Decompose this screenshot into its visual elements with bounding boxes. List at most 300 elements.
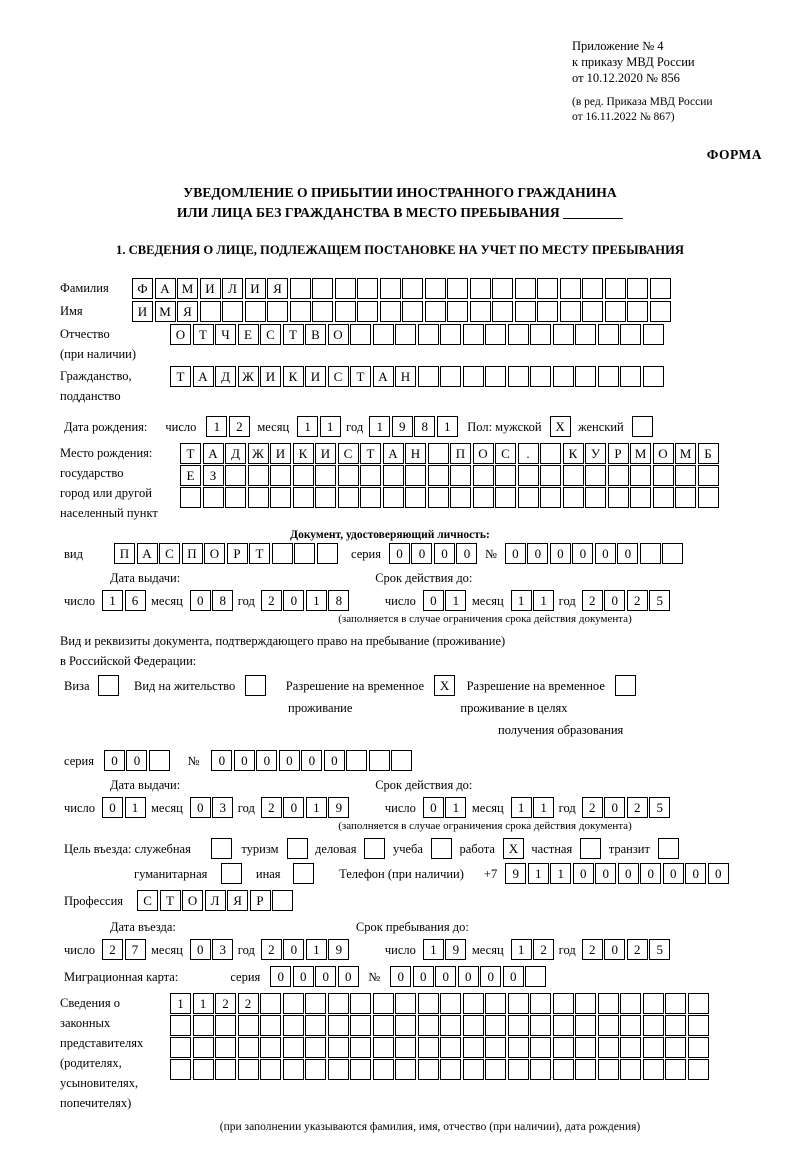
field-birth-year[interactable] <box>369 416 459 437</box>
char-cell[interactable]: Я <box>227 890 248 911</box>
char-cell[interactable] <box>317 543 338 564</box>
char-cell[interactable]: 0 <box>390 966 411 987</box>
char-cell[interactable]: Я <box>267 278 288 299</box>
char-cell[interactable] <box>260 1015 281 1036</box>
char-cell[interactable] <box>248 487 269 508</box>
char-cell[interactable]: Т <box>249 543 270 564</box>
char-cell[interactable]: 1 <box>320 416 341 437</box>
field-entry-day[interactable] <box>102 939 147 960</box>
char-cell[interactable] <box>440 324 461 345</box>
char-cell[interactable] <box>383 465 404 486</box>
char-cell[interactable] <box>643 324 664 345</box>
char-cell[interactable]: Ж <box>238 366 259 387</box>
char-cell[interactable]: М <box>155 301 176 322</box>
char-cell[interactable]: 0 <box>527 543 548 564</box>
checkbox-sex-female[interactable] <box>632 416 655 437</box>
char-cell[interactable] <box>272 543 293 564</box>
char-cell[interactable]: Т <box>360 443 381 464</box>
char-cell[interactable]: М <box>177 278 198 299</box>
field-legal-rep-row-1[interactable] <box>170 993 710 1014</box>
char-cell[interactable] <box>540 487 561 508</box>
char-cell[interactable] <box>508 1037 529 1058</box>
char-cell[interactable]: 0 <box>618 863 639 884</box>
char-cell[interactable]: О <box>204 543 225 564</box>
char-cell[interactable] <box>260 1037 281 1058</box>
char-cell[interactable]: 0 <box>640 863 661 884</box>
field-doc-issue-month[interactable] <box>190 590 235 611</box>
field-permit-issue-month[interactable] <box>190 797 235 818</box>
field-citizenship[interactable] <box>170 366 665 387</box>
char-cell[interactable] <box>560 278 581 299</box>
char-cell[interactable] <box>653 487 674 508</box>
char-cell[interactable] <box>395 324 416 345</box>
char-cell[interactable] <box>170 1059 191 1080</box>
char-cell[interactable]: Е <box>238 324 259 345</box>
char-cell[interactable] <box>495 465 516 486</box>
char-cell[interactable] <box>598 366 619 387</box>
char-cell[interactable]: Е <box>180 465 201 486</box>
char-cell[interactable]: 0 <box>104 750 125 771</box>
char-cell[interactable] <box>350 993 371 1014</box>
field-permit-number[interactable] <box>211 750 414 771</box>
char-cell[interactable] <box>643 1059 664 1080</box>
char-cell[interactable]: 1 <box>511 939 532 960</box>
char-cell[interactable] <box>698 465 719 486</box>
char-cell[interactable]: 3 <box>212 939 233 960</box>
char-cell[interactable] <box>312 278 333 299</box>
char-cell[interactable] <box>575 1015 596 1036</box>
checkbox-purpose-service[interactable] <box>211 838 234 859</box>
field-stay-year[interactable] <box>582 939 672 960</box>
char-cell[interactable]: 0 <box>190 939 211 960</box>
char-cell[interactable] <box>470 301 491 322</box>
char-cell[interactable] <box>391 750 412 771</box>
char-cell[interactable] <box>495 487 516 508</box>
char-cell[interactable] <box>450 465 471 486</box>
char-cell[interactable] <box>553 993 574 1014</box>
char-cell[interactable] <box>580 838 601 859</box>
char-cell[interactable] <box>364 838 385 859</box>
char-cell[interactable]: 0 <box>503 966 524 987</box>
char-cell[interactable]: А <box>137 543 158 564</box>
char-cell[interactable] <box>305 1015 326 1036</box>
char-cell[interactable]: 9 <box>392 416 413 437</box>
char-cell[interactable] <box>350 1015 371 1036</box>
char-cell[interactable]: 1 <box>306 590 327 611</box>
char-cell[interactable] <box>418 993 439 1014</box>
char-cell[interactable] <box>643 993 664 1014</box>
char-cell[interactable] <box>470 278 491 299</box>
char-cell[interactable] <box>463 1059 484 1080</box>
char-cell[interactable]: 0 <box>505 543 526 564</box>
char-cell[interactable] <box>215 1015 236 1036</box>
char-cell[interactable]: Т <box>160 890 181 911</box>
char-cell[interactable]: 0 <box>411 543 432 564</box>
char-cell[interactable] <box>485 993 506 1014</box>
char-cell[interactable] <box>463 993 484 1014</box>
char-cell[interactable]: Ч <box>215 324 236 345</box>
char-cell[interactable] <box>563 465 584 486</box>
field-doc-series[interactable] <box>389 543 479 564</box>
field-patronymic[interactable] <box>170 324 665 345</box>
char-cell[interactable]: С <box>137 890 158 911</box>
checkbox-purpose-business[interactable] <box>364 838 387 859</box>
char-cell[interactable] <box>425 278 446 299</box>
char-cell[interactable] <box>463 324 484 345</box>
char-cell[interactable] <box>267 301 288 322</box>
char-cell[interactable]: 1 <box>511 797 532 818</box>
char-cell[interactable] <box>688 1037 709 1058</box>
char-cell[interactable] <box>560 301 581 322</box>
char-cell[interactable]: 0 <box>550 543 571 564</box>
char-cell[interactable]: 0 <box>604 797 625 818</box>
char-cell[interactable]: 0 <box>283 590 304 611</box>
char-cell[interactable] <box>440 993 461 1014</box>
char-cell[interactable] <box>395 1037 416 1058</box>
char-cell[interactable] <box>553 1037 574 1058</box>
field-doc-issue-day[interactable] <box>102 590 147 611</box>
char-cell[interactable]: 6 <box>125 590 146 611</box>
char-cell[interactable]: 1 <box>306 939 327 960</box>
field-doc-type[interactable] <box>114 543 339 564</box>
char-cell[interactable] <box>418 324 439 345</box>
field-permit-valid-day[interactable] <box>423 797 468 818</box>
char-cell[interactable] <box>357 301 378 322</box>
field-permit-issue-day[interactable] <box>102 797 147 818</box>
checkbox-purpose-study[interactable] <box>431 838 454 859</box>
char-cell[interactable]: М <box>630 443 651 464</box>
char-cell[interactable] <box>350 324 371 345</box>
char-cell[interactable] <box>508 1059 529 1080</box>
char-cell[interactable] <box>627 278 648 299</box>
char-cell[interactable] <box>260 1059 281 1080</box>
char-cell[interactable] <box>238 1037 259 1058</box>
field-permit-issue-year[interactable] <box>261 797 351 818</box>
char-cell[interactable]: 1 <box>528 863 549 884</box>
checkbox-purpose-private[interactable] <box>580 838 603 859</box>
char-cell[interactable] <box>270 487 291 508</box>
char-cell[interactable] <box>515 301 536 322</box>
char-cell[interactable]: 1 <box>533 797 554 818</box>
char-cell[interactable] <box>215 1037 236 1058</box>
char-cell[interactable] <box>200 301 221 322</box>
char-cell[interactable] <box>402 278 423 299</box>
char-cell[interactable] <box>688 1059 709 1080</box>
char-cell[interactable]: 2 <box>627 797 648 818</box>
char-cell[interactable] <box>620 1015 641 1036</box>
char-cell[interactable]: И <box>260 366 281 387</box>
char-cell[interactable] <box>485 1015 506 1036</box>
char-cell[interactable]: 2 <box>627 590 648 611</box>
char-cell[interactable]: А <box>373 366 394 387</box>
char-cell[interactable] <box>293 487 314 508</box>
char-cell[interactable] <box>563 487 584 508</box>
char-cell[interactable]: 0 <box>283 939 304 960</box>
char-cell[interactable] <box>463 366 484 387</box>
checkbox-residence-permit[interactable] <box>245 675 268 696</box>
checkbox-sex-male[interactable] <box>550 416 573 437</box>
char-cell[interactable] <box>698 487 719 508</box>
char-cell[interactable]: 1 <box>437 416 458 437</box>
char-cell[interactable]: 2 <box>582 797 603 818</box>
char-cell[interactable]: 2 <box>261 797 282 818</box>
char-cell[interactable] <box>553 366 574 387</box>
char-cell[interactable]: 0 <box>324 750 345 771</box>
char-cell[interactable] <box>305 1059 326 1080</box>
char-cell[interactable] <box>360 465 381 486</box>
char-cell[interactable] <box>515 278 536 299</box>
checkbox-purpose-work[interactable] <box>503 838 526 859</box>
char-cell[interactable]: 0 <box>413 966 434 987</box>
char-cell[interactable] <box>553 1015 574 1036</box>
char-cell[interactable]: С <box>495 443 516 464</box>
char-cell[interactable] <box>373 1037 394 1058</box>
field-permit-series[interactable] <box>104 750 172 771</box>
char-cell[interactable]: 0 <box>423 797 444 818</box>
char-cell[interactable]: 0 <box>270 966 291 987</box>
char-cell[interactable]: О <box>182 890 203 911</box>
char-cell[interactable]: Р <box>250 890 271 911</box>
char-cell[interactable] <box>688 993 709 1014</box>
char-cell[interactable]: 1 <box>511 590 532 611</box>
char-cell[interactable] <box>248 465 269 486</box>
char-cell[interactable] <box>238 1059 259 1080</box>
char-cell[interactable]: 0 <box>190 797 211 818</box>
char-cell[interactable]: Т <box>180 443 201 464</box>
char-cell[interactable] <box>650 278 671 299</box>
char-cell[interactable]: 9 <box>328 797 349 818</box>
field-stay-month[interactable] <box>511 939 556 960</box>
char-cell[interactable]: 8 <box>212 590 233 611</box>
char-cell[interactable]: 1 <box>125 797 146 818</box>
char-cell[interactable] <box>346 750 367 771</box>
char-cell[interactable] <box>630 465 651 486</box>
char-cell[interactable] <box>553 324 574 345</box>
char-cell[interactable]: Т <box>350 366 371 387</box>
field-doc-number[interactable] <box>505 543 685 564</box>
char-cell[interactable] <box>395 1059 416 1080</box>
char-cell[interactable] <box>608 487 629 508</box>
char-cell[interactable] <box>620 366 641 387</box>
char-cell[interactable] <box>582 301 603 322</box>
char-cell[interactable]: 1 <box>550 863 571 884</box>
char-cell[interactable] <box>225 465 246 486</box>
char-cell[interactable] <box>518 465 539 486</box>
field-doc-valid-month[interactable] <box>511 590 556 611</box>
char-cell[interactable] <box>598 1059 619 1080</box>
char-cell[interactable] <box>447 301 468 322</box>
char-cell[interactable]: 9 <box>445 939 466 960</box>
field-doc-valid-day[interactable] <box>423 590 468 611</box>
char-cell[interactable]: З <box>203 465 224 486</box>
char-cell[interactable] <box>658 838 679 859</box>
char-cell[interactable] <box>485 324 506 345</box>
char-cell[interactable] <box>463 1015 484 1036</box>
char-cell[interactable] <box>305 993 326 1014</box>
char-cell[interactable] <box>238 1015 259 1036</box>
char-cell[interactable] <box>338 487 359 508</box>
field-legal-rep-row-2[interactable] <box>170 1015 710 1036</box>
char-cell[interactable] <box>328 1037 349 1058</box>
char-cell[interactable] <box>605 301 626 322</box>
char-cell[interactable] <box>530 366 551 387</box>
char-cell[interactable]: 1 <box>170 993 191 1014</box>
char-cell[interactable] <box>221 863 242 884</box>
char-cell[interactable] <box>553 1059 574 1080</box>
field-doc-issue-year[interactable] <box>261 590 351 611</box>
char-cell[interactable] <box>530 324 551 345</box>
char-cell[interactable]: И <box>315 443 336 464</box>
char-cell[interactable] <box>665 1059 686 1080</box>
char-cell[interactable]: 2 <box>582 939 603 960</box>
char-cell[interactable] <box>650 301 671 322</box>
char-cell[interactable]: 0 <box>126 750 147 771</box>
char-cell[interactable] <box>283 1059 304 1080</box>
field-stay-day[interactable] <box>423 939 468 960</box>
char-cell[interactable]: 1 <box>297 416 318 437</box>
char-cell[interactable] <box>245 675 266 696</box>
field-profession[interactable] <box>137 890 295 911</box>
char-cell[interactable] <box>283 993 304 1014</box>
char-cell[interactable]: К <box>563 443 584 464</box>
char-cell[interactable] <box>328 1015 349 1036</box>
char-cell[interactable] <box>402 301 423 322</box>
char-cell[interactable]: 2 <box>582 590 603 611</box>
char-cell[interactable] <box>260 993 281 1014</box>
char-cell[interactable] <box>508 324 529 345</box>
char-cell[interactable]: Л <box>222 278 243 299</box>
char-cell[interactable] <box>675 487 696 508</box>
char-cell[interactable]: П <box>114 543 135 564</box>
char-cell[interactable] <box>405 465 426 486</box>
char-cell[interactable]: И <box>200 278 221 299</box>
char-cell[interactable]: 0 <box>211 750 232 771</box>
char-cell[interactable]: А <box>203 443 224 464</box>
char-cell[interactable] <box>193 1037 214 1058</box>
field-birthplace-locality[interactable] <box>180 487 720 508</box>
char-cell[interactable]: 2 <box>229 416 250 437</box>
char-cell[interactable] <box>537 278 558 299</box>
char-cell[interactable]: 0 <box>573 863 594 884</box>
char-cell[interactable] <box>485 366 506 387</box>
char-cell[interactable] <box>180 487 201 508</box>
char-cell[interactable]: Я <box>177 301 198 322</box>
char-cell[interactable] <box>537 301 558 322</box>
char-cell[interactable]: 0 <box>283 797 304 818</box>
char-cell[interactable]: 2 <box>261 939 282 960</box>
char-cell[interactable] <box>653 465 674 486</box>
field-surname[interactable] <box>132 278 672 299</box>
char-cell[interactable] <box>530 1015 551 1036</box>
char-cell[interactable]: 0 <box>685 863 706 884</box>
char-cell[interactable] <box>447 278 468 299</box>
char-cell[interactable]: И <box>305 366 326 387</box>
char-cell[interactable] <box>440 1015 461 1036</box>
char-cell[interactable] <box>350 1037 371 1058</box>
char-cell[interactable] <box>540 465 561 486</box>
char-cell[interactable] <box>598 1037 619 1058</box>
char-cell[interactable]: Т <box>193 324 214 345</box>
checkbox-purpose-humanitarian[interactable] <box>221 863 244 884</box>
char-cell[interactable] <box>290 301 311 322</box>
char-cell[interactable] <box>585 465 606 486</box>
field-permit-valid-year[interactable] <box>582 797 672 818</box>
char-cell[interactable]: 2 <box>238 993 259 1014</box>
char-cell[interactable] <box>98 675 119 696</box>
char-cell[interactable]: 1 <box>533 590 554 611</box>
char-cell[interactable] <box>473 487 494 508</box>
char-cell[interactable]: 9 <box>505 863 526 884</box>
char-cell[interactable]: 8 <box>414 416 435 437</box>
char-cell[interactable] <box>395 1015 416 1036</box>
char-cell[interactable] <box>294 543 315 564</box>
char-cell[interactable] <box>431 838 452 859</box>
char-cell[interactable]: 2 <box>533 939 554 960</box>
char-cell[interactable]: 0 <box>604 939 625 960</box>
char-cell[interactable]: 0 <box>572 543 593 564</box>
char-cell[interactable]: 1 <box>193 993 214 1014</box>
char-cell[interactable] <box>630 487 651 508</box>
char-cell[interactable]: Н <box>395 366 416 387</box>
char-cell[interactable] <box>575 1059 596 1080</box>
char-cell[interactable] <box>605 278 626 299</box>
checkbox-purpose-transit[interactable] <box>658 838 681 859</box>
char-cell[interactable]: 1 <box>102 590 123 611</box>
char-cell[interactable] <box>440 1059 461 1080</box>
char-cell[interactable] <box>627 301 648 322</box>
char-cell[interactable]: 0 <box>338 966 359 987</box>
char-cell[interactable]: 9 <box>328 939 349 960</box>
char-cell[interactable]: X <box>550 416 571 437</box>
char-cell[interactable] <box>620 1059 641 1080</box>
char-cell[interactable]: 0 <box>595 863 616 884</box>
char-cell[interactable] <box>373 324 394 345</box>
char-cell[interactable]: 2 <box>102 939 123 960</box>
char-cell[interactable] <box>428 465 449 486</box>
char-cell[interactable] <box>665 1015 686 1036</box>
char-cell[interactable]: А <box>155 278 176 299</box>
checkbox-temp-residence-edu[interactable] <box>615 675 638 696</box>
char-cell[interactable] <box>643 1037 664 1058</box>
char-cell[interactable] <box>575 324 596 345</box>
char-cell[interactable] <box>193 1015 214 1036</box>
char-cell[interactable] <box>405 487 426 508</box>
char-cell[interactable]: . <box>518 443 539 464</box>
char-cell[interactable] <box>312 301 333 322</box>
char-cell[interactable]: 0 <box>434 543 455 564</box>
char-cell[interactable] <box>293 465 314 486</box>
char-cell[interactable]: Т <box>283 324 304 345</box>
char-cell[interactable] <box>305 1037 326 1058</box>
char-cell[interactable]: Л <box>205 890 226 911</box>
char-cell[interactable]: С <box>328 366 349 387</box>
char-cell[interactable]: 2 <box>627 939 648 960</box>
char-cell[interactable] <box>525 966 546 987</box>
char-cell[interactable]: Д <box>215 366 236 387</box>
char-cell[interactable] <box>290 278 311 299</box>
char-cell[interactable] <box>530 1037 551 1058</box>
char-cell[interactable] <box>530 1059 551 1080</box>
field-birth-day[interactable] <box>206 416 251 437</box>
char-cell[interactable]: Н <box>405 443 426 464</box>
char-cell[interactable] <box>245 301 266 322</box>
char-cell[interactable] <box>428 487 449 508</box>
char-cell[interactable] <box>328 1059 349 1080</box>
char-cell[interactable]: К <box>293 443 314 464</box>
field-migration-series[interactable] <box>270 966 360 987</box>
field-birthplace-state[interactable] <box>180 443 720 464</box>
field-legal-rep-row-4[interactable] <box>170 1059 710 1080</box>
